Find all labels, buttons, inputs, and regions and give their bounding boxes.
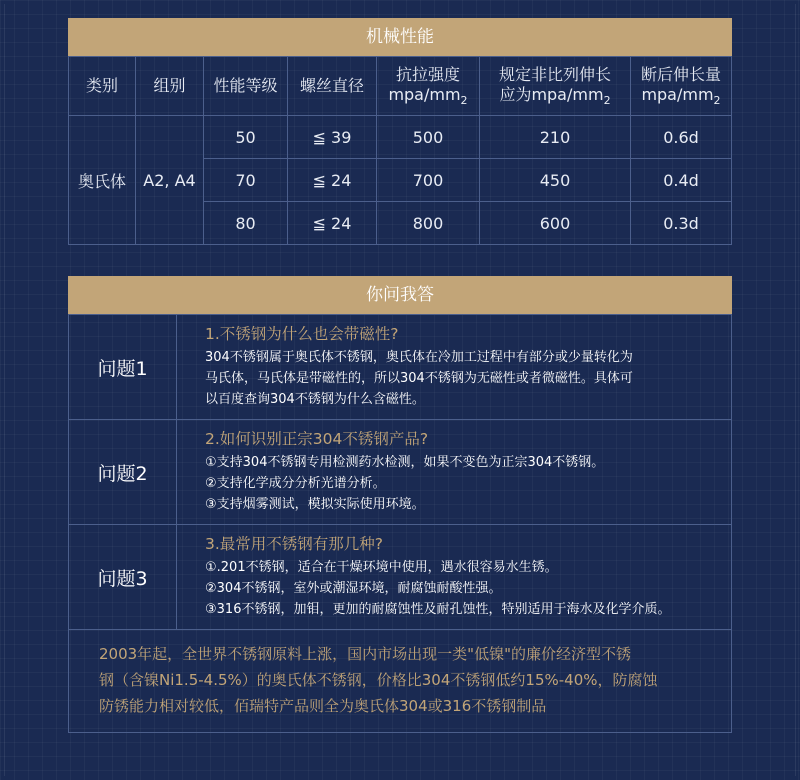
header-diameter: 螺丝直径 xyxy=(288,57,377,116)
cell-grade: 70 xyxy=(204,159,288,202)
header-proof xyxy=(480,57,631,116)
summary-line: 2003年起，全世界不锈钢原料上涨，国内市场出现一类"低镍"的廉价经济型不锈 xyxy=(99,645,631,663)
cell-proof: 450 xyxy=(480,159,631,202)
cell-grade: 80 xyxy=(204,202,288,245)
cell-category: 奥氏体 xyxy=(69,116,136,245)
answer-line: 马氏体，马氏体是带磁性的，所以304不锈钢为无磁性或者微磁性。具体可 xyxy=(205,371,633,386)
header-elongation-unit: mpa/$mm_2$ xyxy=(641,84,721,107)
answer-line: ①支持304不锈钢专用检测药水检测，如果不变色为正宗304不锈钢。 xyxy=(205,455,605,470)
question-title: 2.如何识别正宗304不锈钢产品? xyxy=(205,430,429,448)
cell-diameter: ≦ 24 xyxy=(288,202,377,245)
cell-diameter: ≦ 39 xyxy=(288,116,377,159)
summary-note xyxy=(68,629,732,733)
answer-cell xyxy=(177,525,732,630)
qa-table xyxy=(68,314,732,630)
answer-line: ②支持化学成分分析光谱分析。 xyxy=(205,476,386,491)
header-elongation-line1: 断后伸长量 xyxy=(640,64,721,84)
qa-row xyxy=(69,315,732,420)
cell-grade: 50 xyxy=(204,116,288,159)
qa-section-title: 你问我答 xyxy=(68,276,732,314)
question-label: 问题3 xyxy=(69,525,177,630)
answer-line: ③316不锈钢，加钼，更加的耐腐蚀性及耐孔蚀性，特别适用于海水及化学介质。 xyxy=(205,602,671,617)
answer-line: 304不锈钢属于奥氏体不锈钢，奥氏体在冷加工过程中有部分或少量转化为 xyxy=(205,350,633,365)
summary-line: 防锈能力相对较低，佰瑞特产品则全为奥氏体304或316不锈钢制品 xyxy=(99,697,547,715)
question-label: 问题1 xyxy=(69,315,177,420)
header-tensile-unit: mpa/$mm_2$ xyxy=(388,84,468,107)
answer-line: ③支持烟雾测试，模拟实际使用环境。 xyxy=(205,497,425,512)
header-proof-line1: 规定非比列伸长 xyxy=(498,64,611,84)
cell-elongation: 0.4d xyxy=(631,159,732,202)
qa-row xyxy=(69,420,732,525)
answer-cell xyxy=(177,315,732,420)
table-header-row xyxy=(69,57,732,116)
header-tensile-line1: 抗拉强度 xyxy=(395,64,460,84)
answer-line: ①.201不锈钢，适合在干燥环境中使用，遇水很容易水生锈。 xyxy=(205,560,558,575)
cell-tensile: 700 xyxy=(377,159,480,202)
mechanical-properties-title: 机械性能 xyxy=(68,18,732,56)
cell-tensile: 800 xyxy=(377,202,480,245)
answer-line: 以百度查询304不锈钢为什么含磁性。 xyxy=(205,392,425,407)
cell-tensile: 500 xyxy=(377,116,480,159)
cell-elongation: 0.6d xyxy=(631,116,732,159)
header-group: 组别 xyxy=(136,57,204,116)
cell-proof: 600 xyxy=(480,202,631,245)
question-label: 问题2 xyxy=(69,420,177,525)
answer-line: ②304不锈钢，室外或潮湿环境，耐腐蚀耐酸性强。 xyxy=(205,581,502,596)
mechanical-properties-table xyxy=(68,56,732,245)
table-row xyxy=(69,116,732,159)
cell-elongation: 0.3d xyxy=(631,202,732,245)
answer-cell xyxy=(177,420,732,525)
summary-line: 钢（含镍Ni1.5-4.5%）的奥氏体不锈钢，价格比304不锈钢低约15%-40%，防腐蚀 xyxy=(99,671,658,689)
cell-group: A2, A4 xyxy=(136,116,204,245)
question-title: 1.不锈钢为什么也会带磁性? xyxy=(205,325,399,343)
header-elongation xyxy=(631,57,732,116)
cell-proof: 210 xyxy=(480,116,631,159)
cell-diameter: ≦ 24 xyxy=(288,159,377,202)
header-tensile xyxy=(377,57,480,116)
header-category: 类别 xyxy=(69,57,136,116)
header-proof-unit: 应为mpa/$mm_2$ xyxy=(499,84,611,107)
question-title: 3.最常用不锈钢有那几种? xyxy=(205,535,384,553)
header-grade: 性能等级 xyxy=(204,57,288,116)
qa-row xyxy=(69,525,732,630)
